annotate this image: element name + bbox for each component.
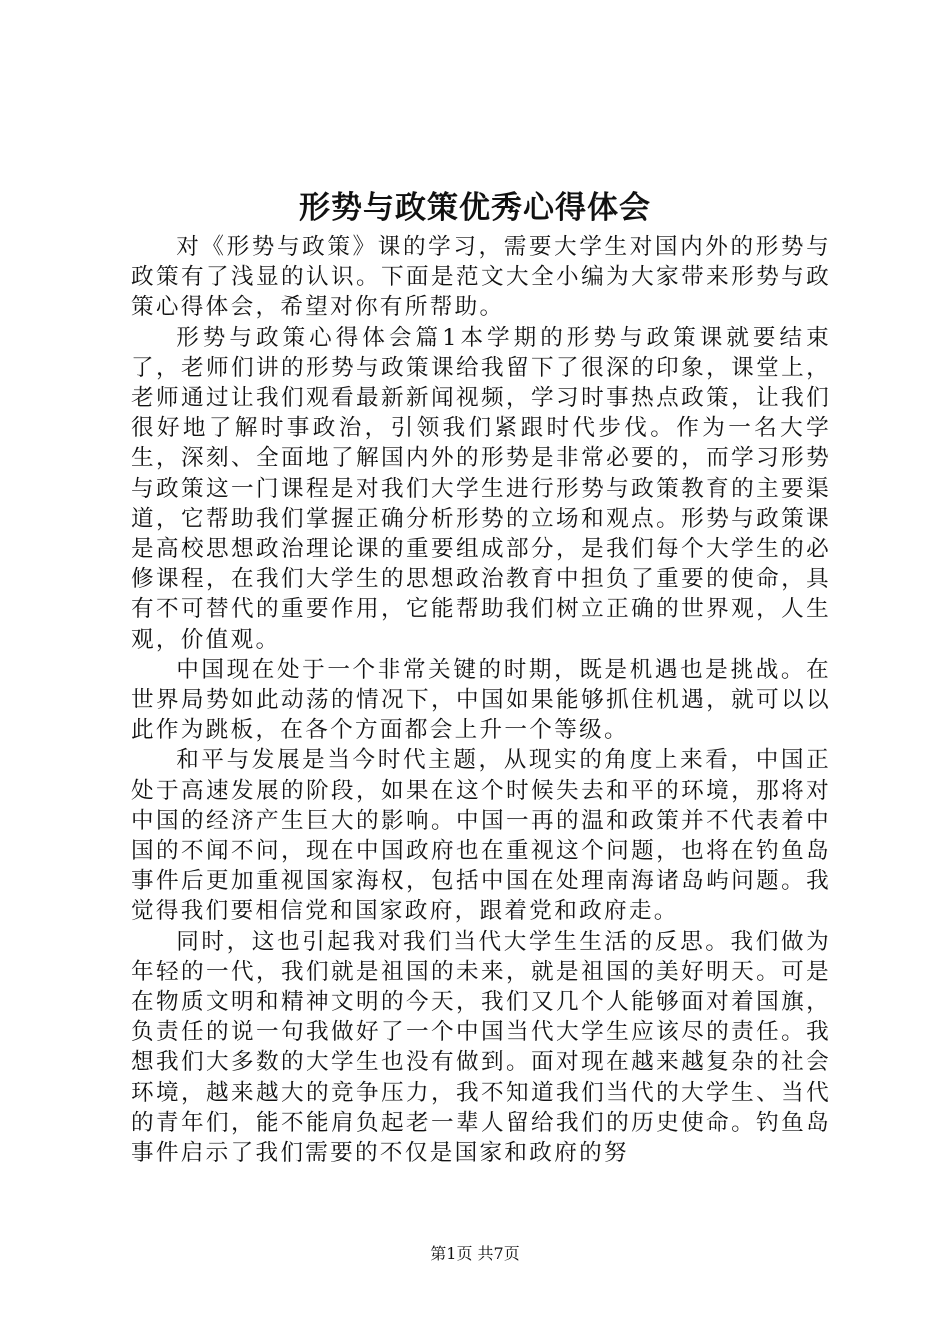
paragraph-intro: 对《形势与政策》课的学习，需要大学生对国内外的形势与政策有了浅显的认识。下面是范文大全小编为大家带来形势与政策心得体会，希望对你有所帮助。 <box>131 234 831 321</box>
document-title: 形势与政策优秀心得体会 <box>299 190 651 226</box>
paragraph-4: 同时，这也引起我对我们当代大学生生活的反思。我们做为年轻的一代，我们就是祖国的未来，就是祖国的美好明天。可是在物质文明和精神文明的今天，我们又几个人能够面对着国旗，负责任的说一句我做好了一个中国当代大学生应该尽的责任。我想我们大多数的大学生也没有做到。面对现在越来越复杂的社会环境，越来越大的竞争压力，我不知道我们当代的大学生、当代的青年们，能不能肩负起老一辈人留给我们的历史使命。钓鱼岛事件启示了我们需要的不仅是国家和政府的努 <box>131 928 831 1167</box>
paragraph-3: 和平与发展是当今时代主题，从现实的角度上来看，中国正处于高速发展的阶段，如果在这个时候失去和平的环境，那将对中国的经济产生巨大的影响。中国一再的温和政策并不代表着中国的不闻不问，现在中国政府也在重视这个问题，也将在钓鱼岛事件后更加重视国家海权，包括中国在处理南海诸岛屿问题。我觉得我们要相信党和国家政府，跟着党和政府走。 <box>131 747 831 925</box>
paragraph-2: 中国现在处于一个非常关键的时期，既是机遇也是挑战。在世界局势如此动荡的情况下，中国如果能够抓住机遇，就可以以此作为跳板，在各个方面都会上升一个等级。 <box>131 656 831 744</box>
paragraph-1: 形势与政策心得体会篇1本学期的形势与政策课就要结束了，老师们讲的形势与政策课给我留下了很深的印象，课堂上，老师通过让我们观看最新新闻视频，学习时事热点政策，让我们很好地了解时事政治，引领我们紧跟时代步伐。作为一名大学生，深刻、全面地了解国内外的形势是非常必要的，而学习形势与政策这一门课程是对我们大学生进行形势与政策教育的主要渠道，它帮助我们掌握正确分析形势的立场和观点。形势与政策课是高校思想政治理论课的重要组成部分，是我们每个大学生的必修课程，在我们大学生的思想政治教育中担负了重要的使命，具有不可替代的重要作用，它能帮助我们树立正确的世界观，人生观，价值观。 <box>131 324 831 653</box>
document-body <box>131 232 831 1168</box>
page-footer: 第1页 共7页 <box>430 1244 520 1263</box>
